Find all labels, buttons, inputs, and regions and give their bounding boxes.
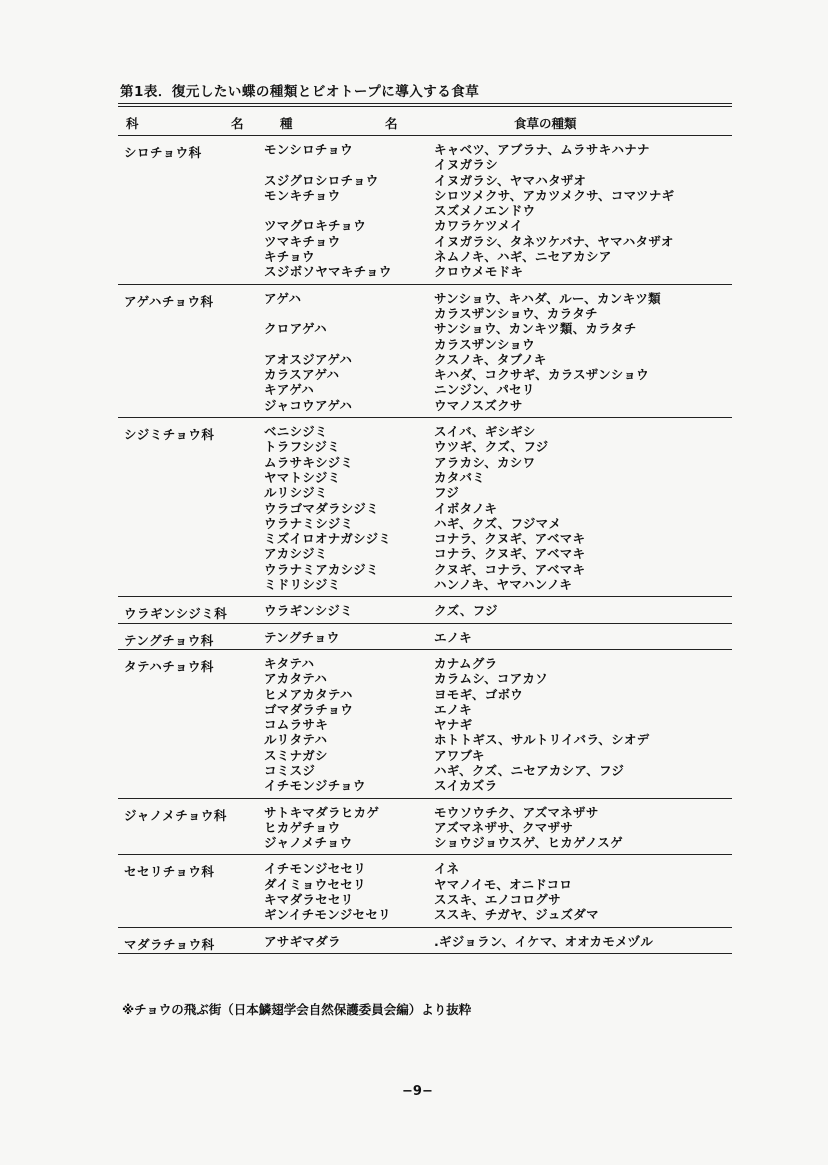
species-name: キアゲハ: [264, 382, 315, 398]
species-name: カラスアゲハ: [264, 367, 340, 383]
species-name: スジボソヤマキチョウ: [264, 264, 392, 280]
species-name: ツマグロキチョウ: [264, 218, 367, 234]
family-group: [118, 597, 732, 623]
food-plants: コナラ、クヌギ、アベマキ: [434, 531, 586, 547]
food-plants: イヌガラシ、タネツケバナ、ヤマハタザオ: [434, 233, 674, 249]
table-row: [118, 687, 732, 702]
table-row: [118, 352, 732, 367]
food-plants: カナムグラ: [434, 655, 498, 671]
species-name: アカタテハ: [264, 671, 328, 687]
species-name: サトキマダラヒカゲ: [264, 804, 380, 820]
food-plants: コナラ、クヌギ、アベマキ: [434, 546, 586, 562]
family-name: ウラギンシジミ科: [124, 606, 228, 622]
table-row: [118, 892, 732, 907]
table-row: [118, 455, 732, 470]
food-plants: ニンジン、パセリ: [434, 382, 535, 398]
table-row: [118, 157, 732, 172]
food-plants: イボタノキ: [434, 500, 498, 516]
food-plants: .ギジョラン、イケマ、オオカモメヅル: [434, 933, 654, 949]
species-name: ギンイチモンジセセリ: [264, 907, 391, 923]
family-group: [118, 799, 732, 856]
food-plants: ウマノスズクサ: [434, 397, 523, 413]
family-group: [118, 136, 732, 285]
food-plants: ハギ、クズ、ニセアカシア、フジ: [434, 762, 625, 778]
table-row: [118, 907, 732, 922]
table-row: [118, 485, 732, 500]
food-plants: スイカズラ: [434, 778, 498, 794]
species-name: ウラギンシジミ: [264, 603, 353, 619]
species-name: ヤマトシジミ: [264, 469, 341, 485]
family-name: アゲハチョウ科: [124, 293, 214, 309]
species-name: コミスジ: [264, 762, 316, 778]
family-group: [118, 418, 732, 597]
species-name: モンシロチョウ: [264, 142, 353, 157]
food-plants: ススキ、エノコログサ: [434, 892, 561, 908]
food-plants: スズメノエンドウ: [434, 203, 536, 219]
food-plants: カワラケツメイ: [434, 218, 523, 234]
table-row: [118, 367, 732, 382]
species-name: スジグロシロチョウ: [264, 172, 379, 188]
header-species: 種 名: [280, 116, 438, 131]
food-plants: イネ: [434, 861, 460, 877]
table-row: [118, 702, 732, 717]
food-plants: ウツギ、クズ、フジ: [434, 439, 549, 455]
species-name: アサギマダラ: [264, 933, 341, 949]
species-name: ミズイロオナガシジミ: [264, 531, 392, 547]
food-plants: クロウメモドキ: [434, 264, 524, 280]
food-plants: ハギ、クズ、フジマメ: [434, 515, 562, 531]
table-row: [118, 470, 732, 485]
family-group: [118, 855, 732, 927]
food-plants: アワブキ: [434, 747, 485, 763]
table-header: [118, 107, 732, 136]
species-name: クロアゲハ: [264, 321, 327, 337]
species-name: ツマキチョウ: [264, 233, 341, 249]
species-name: イチモンジチョウ: [264, 778, 366, 794]
food-plants: サンショウ、カンキツ類、カラタチ: [434, 321, 637, 337]
species-name: ヒメアカタテハ: [264, 686, 353, 702]
food-plants: キャベツ、アブラナ、ムラサキハナナ: [434, 142, 650, 157]
species-name: アゲハ: [264, 290, 302, 306]
table-row: [118, 501, 732, 516]
species-name: キタテハ: [264, 655, 315, 671]
table-body: [118, 136, 732, 954]
table-row: [118, 188, 732, 203]
food-plants: クヌギ、コナラ、アベマキ: [434, 561, 586, 577]
species-name: [264, 306, 434, 321]
species-name: ミドリシジミ: [264, 577, 341, 593]
species-name: スミナガシ: [264, 747, 328, 763]
table-row: [118, 203, 732, 218]
food-plants: カラムシ、コアカソ: [434, 671, 548, 687]
table-title: 第1表．復元したい蝶の種類とビオトープに導入する食草: [120, 84, 480, 100]
food-plants: フジ: [434, 485, 460, 501]
species-name: アオスジアゲハ: [264, 351, 353, 367]
family-name: テングチョウ科: [124, 632, 214, 648]
species-name: ムラサキシジミ: [264, 454, 354, 470]
food-plants: カラスザンショウ: [434, 336, 535, 352]
table-row: [118, 835, 732, 850]
food-plants: ススキ、チガヤ、ジュズダマ: [434, 907, 599, 923]
table-row: [118, 577, 732, 592]
table-row: [118, 778, 732, 793]
species-name: [264, 157, 434, 172]
family-group: [118, 285, 732, 418]
table-row: [118, 173, 732, 188]
food-plants: キハダ、コクサギ、カラスザンショウ: [434, 367, 649, 383]
table-row: [118, 337, 732, 352]
table-row: [118, 249, 732, 264]
table-row: [118, 732, 732, 747]
species-name: [264, 337, 434, 352]
species-name: ジャコウアゲハ: [264, 397, 353, 413]
table-row: [118, 264, 732, 279]
food-plants: スイバ、ギシギシ: [434, 424, 536, 440]
species-name: ダイミョウセセリ: [264, 876, 366, 892]
table-row: [118, 398, 732, 413]
food-plants: ショウジョウスゲ、ヒカゲノスゲ: [434, 835, 623, 851]
food-plants: ヨモギ、ゴボウ: [434, 686, 524, 702]
family-group: [118, 928, 732, 954]
table-row: [118, 562, 732, 577]
species-name: トラフシジミ: [264, 439, 340, 455]
family-name: セセリチョウ科: [124, 864, 215, 880]
food-plants: エノキ: [434, 629, 472, 645]
family-name: マダラチョウ科: [124, 936, 215, 952]
table-row: [118, 234, 732, 249]
species-name: イチモンジセセリ: [264, 861, 367, 877]
food-plants: サンショウ、キハダ、ルー、カンキツ類: [434, 290, 661, 306]
food-plants: ネムノキ、ハギ、ニセアカシア: [434, 249, 612, 265]
table-row: [118, 717, 732, 732]
header-food: 食草の種類: [514, 116, 577, 131]
species-name: ウラナミアカシジミ: [264, 561, 379, 577]
family-group: [118, 650, 732, 799]
food-plants: ホトトギス、サルトリイバラ、シオデ: [434, 732, 650, 748]
species-name: ルリシジミ: [264, 485, 328, 501]
species-name: ウラナミシジミ: [264, 515, 354, 531]
food-plants: シロツメクサ、アカツメクサ、コマツナギ: [434, 187, 675, 203]
table-row: [118, 142, 732, 157]
family-name: シジミチョウ科: [124, 427, 215, 443]
species-name: ベニシジミ: [264, 424, 328, 440]
species-name: ルリタテハ: [264, 732, 328, 748]
species-name: キマダラセセリ: [264, 892, 354, 908]
family-name: ジャノメチョウ科: [124, 807, 227, 823]
family-name: シロチョウ科: [124, 145, 202, 160]
species-name: キチョウ: [264, 249, 315, 265]
family-group: [118, 624, 732, 650]
table-row: [118, 382, 732, 397]
species-name: コムラサキ: [264, 717, 329, 733]
species-name: モンキチョウ: [264, 187, 341, 203]
species-name: [264, 203, 434, 218]
food-plants: ヤナギ: [434, 717, 473, 733]
table-row: [118, 321, 732, 336]
species-name: アカシジミ: [264, 546, 328, 562]
species-name: テングチョウ: [264, 629, 340, 645]
food-plants: アラカシ、カシワ: [434, 454, 536, 470]
food-plants: カラスザンショウ、カラタチ: [434, 305, 598, 321]
table-row: [118, 531, 732, 546]
food-plants: アズマネザサ、クマザサ: [434, 819, 574, 835]
food-plants: ハンノキ、ヤマハンノキ: [434, 577, 573, 593]
food-plants: クズ、フジ: [434, 603, 498, 619]
species-name: ゴマダラチョウ: [264, 701, 354, 717]
table-row: [118, 218, 732, 233]
table-row: [118, 763, 732, 778]
food-plants: モウソウチク、アズマネザサ: [434, 804, 599, 820]
species-name: ヒカゲチョウ: [264, 819, 341, 835]
header-family: 科 名: [126, 116, 284, 131]
table-row: [118, 546, 732, 561]
source-note: ※チョウの飛ぶ街（日本鱗翅学会自然保護委員会編）より抜粋: [122, 1002, 472, 1017]
butterfly-food-table: [118, 103, 732, 954]
food-plants: イヌガラシ: [434, 157, 499, 173]
page-number: −9−: [402, 1084, 433, 1099]
food-plants: エノキ: [434, 701, 472, 717]
species-name: ウラゴマダラシジミ: [264, 500, 379, 516]
species-name: ジャノメチョウ: [264, 835, 353, 851]
food-plants: カタバミ: [434, 469, 486, 485]
table-row: [118, 516, 732, 531]
food-plants: ヤマノイモ、オニドコロ: [434, 876, 573, 892]
food-plants: イヌガラシ、ヤマハタザオ: [434, 172, 587, 188]
food-plants: クスノキ、タブノキ: [434, 351, 547, 367]
table-row: [118, 748, 732, 763]
family-name: タテハチョウ科: [124, 658, 214, 674]
